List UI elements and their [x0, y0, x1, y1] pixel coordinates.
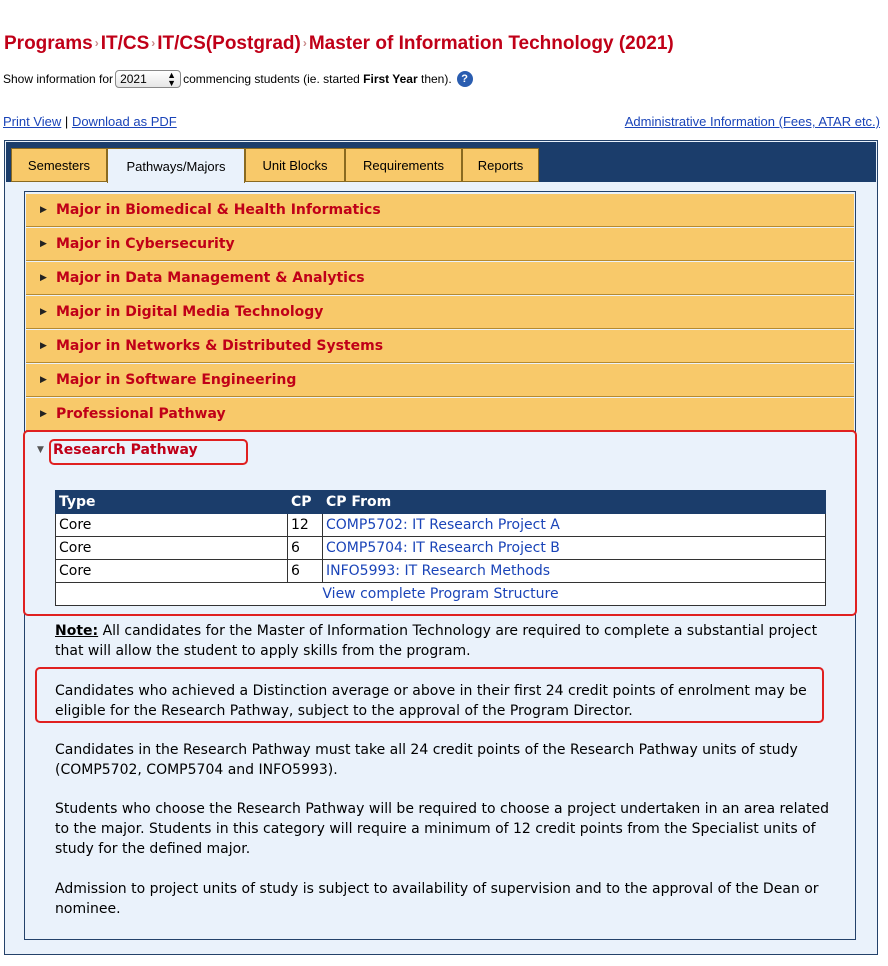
- major-label: Major in Digital Media Technology: [56, 304, 324, 320]
- expand-arrow-icon: ▶: [40, 409, 47, 419]
- unit-link-comp5704[interactable]: COMP5704: IT Research Project B: [326, 540, 560, 556]
- view-structure-cell: [56, 583, 826, 606]
- download-pdf-link[interactable]: Download as PDF: [71, 114, 177, 129]
- major-label: Major in Software Engineering: [56, 372, 297, 388]
- project-paragraph: Students who choose the Research Pathway will be required to choose a project undertaken in an area related to the major. Students in this category will require a minimum of 12 credit points from the Specialist units of study for the defined major.: [55, 801, 830, 857]
- row-unit: [323, 514, 826, 537]
- col-cp: CP: [288, 491, 323, 514]
- tab-reports[interactable]: Reports: [462, 148, 539, 182]
- admin-links: [625, 114, 880, 129]
- note-paragraph: [55, 621, 835, 661]
- tab-semesters[interactable]: Semesters: [11, 148, 107, 182]
- tab-requirements[interactable]: Requirements: [345, 148, 462, 182]
- major-software-engineering[interactable]: [26, 364, 854, 397]
- major-label: Major in Cybersecurity: [56, 236, 235, 252]
- table-row: [56, 560, 826, 583]
- expand-arrow-icon: ▶: [40, 273, 47, 283]
- major-label: Major in Data Management & Analytics: [56, 270, 365, 286]
- expand-arrow-icon: ▶: [40, 239, 47, 249]
- breadcrumb-separator-icon: ›: [151, 36, 156, 50]
- year-select[interactable]: [115, 70, 181, 88]
- major-label: Major in Networks & Distributed Systems: [56, 338, 384, 354]
- show-info-prefix: Show information for: [3, 72, 114, 86]
- major-cybersecurity[interactable]: [26, 228, 854, 261]
- distinction-highlight: [35, 667, 824, 723]
- major-label: Major in Biomedical & Health Informatics: [56, 202, 381, 218]
- distinction-paragraph: Candidates who achieved a Distinction average or above in their first 24 credit points of enrolment may be eligible for the Research Pathway, subject to the approval of the Program Director.: [55, 683, 807, 719]
- expand-arrow-icon: ▶: [40, 307, 47, 317]
- note-label: Note:: [55, 623, 99, 639]
- breadcrumb: [4, 33, 674, 55]
- major-label: Professional Pathway: [56, 406, 226, 422]
- page-title: Master of Information Technology (2021): [308, 33, 674, 54]
- table-header-row: [56, 491, 826, 514]
- research-pathway-title: Research Pathway: [53, 442, 198, 458]
- tab-pathways-majors[interactable]: Pathways/Majors: [107, 148, 245, 183]
- row-cp: 12: [288, 514, 323, 537]
- export-links: [3, 114, 177, 129]
- expand-arrow-icon: ▶: [40, 341, 47, 351]
- breadcrumb-separator-icon: ›: [302, 36, 307, 50]
- link-divider: |: [64, 114, 69, 129]
- row-type: Core: [56, 560, 288, 583]
- unit-link-comp5702[interactable]: COMP5702: IT Research Project A: [326, 517, 560, 533]
- table-row: [56, 514, 826, 537]
- col-type: Type: [56, 491, 288, 514]
- major-digital-media[interactable]: [26, 296, 854, 329]
- row-type: Core: [56, 537, 288, 560]
- row-cp: 6: [288, 537, 323, 560]
- breadcrumb-separator-icon: ›: [94, 36, 99, 50]
- row-cp: 6: [288, 560, 323, 583]
- table-row: [56, 537, 826, 560]
- print-view-link[interactable]: Print View: [3, 114, 62, 129]
- research-title-highlight: [49, 439, 248, 465]
- row-unit: [323, 537, 826, 560]
- show-info-bold: First Year: [363, 72, 418, 86]
- collapse-arrow-icon: ▼: [37, 445, 44, 455]
- show-info-suffix: then).: [420, 72, 452, 86]
- view-program-structure-link[interactable]: View complete Program Structure: [322, 586, 559, 602]
- professional-pathway[interactable]: [26, 398, 854, 431]
- admin-info-link[interactable]: Administrative Information (Fees, ATAR etc.): [624, 114, 880, 129]
- select-arrows-icon: ▲ ▼: [167, 70, 177, 88]
- row-unit: [323, 560, 826, 583]
- unit-link-info5993[interactable]: INFO5993: IT Research Methods: [326, 563, 551, 579]
- pathways-content: [24, 191, 856, 940]
- admission-paragraph: Admission to project units of study is subject to availability of supervision and to the approval of the Dean or nominee.: [55, 881, 819, 917]
- expand-arrow-icon: ▶: [40, 375, 47, 385]
- research-units-paragraph: Candidates in the Research Pathway must take all 24 credit points of the Research Pathway units of study (COMP5702, COMP5704 and INFO5993).: [55, 742, 798, 778]
- table-row: [56, 583, 826, 606]
- show-info-line: [3, 70, 473, 88]
- col-cp-from: CP From: [323, 491, 826, 514]
- tab-unit-blocks[interactable]: Unit Blocks: [245, 148, 345, 182]
- breadcrumb-itcs-postgrad[interactable]: IT/CS(Postgrad): [157, 33, 301, 54]
- year-select-value: 2021: [120, 72, 147, 86]
- program-panel: [4, 140, 878, 955]
- show-info-middle: commencing students (ie. started: [183, 72, 360, 86]
- major-data-management[interactable]: [26, 262, 854, 295]
- note-text: All candidates for the Master of Information Technology are required to complete a substantial project that will allow the student to apply skills from the program.: [55, 623, 818, 659]
- research-units-table: [55, 490, 826, 606]
- breadcrumb-itcs[interactable]: IT/CS: [100, 33, 150, 54]
- question-mark-icon[interactable]: ?: [457, 71, 473, 87]
- tab-bar: [6, 142, 876, 182]
- major-networks[interactable]: [26, 330, 854, 363]
- breadcrumb-programs[interactable]: Programs: [4, 33, 93, 54]
- expand-arrow-icon: ▶: [40, 205, 47, 215]
- row-type: Core: [56, 514, 288, 537]
- major-biomedical[interactable]: [26, 194, 854, 227]
